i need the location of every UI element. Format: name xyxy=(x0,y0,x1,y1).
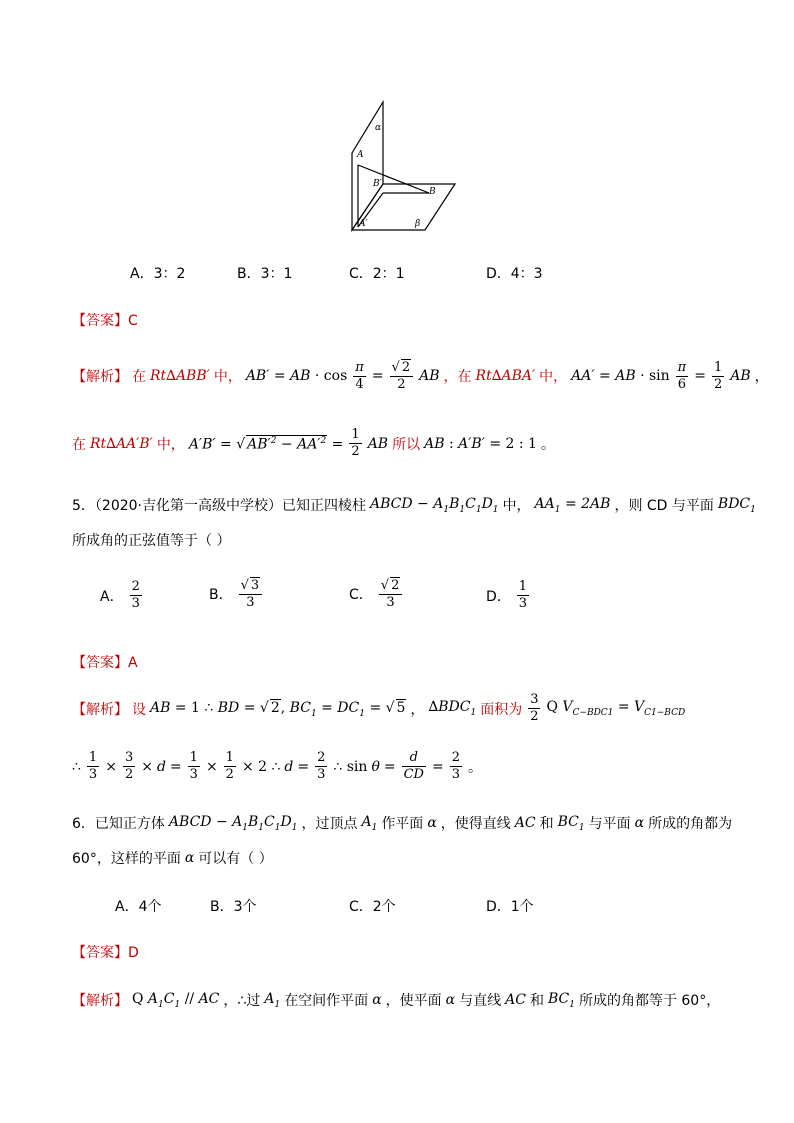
q6-option-b: B．3个 xyxy=(210,899,257,915)
q5-analysis-line2: ∴ $\frac{1}{3}$ × $\frac{3}{2}$ × d = $\frac{1}{3}$ × $\frac{1}{2}$ × 2 ∴ d = $\frac{2}{3}$ ∴ sin θ = $\frac{d}{CD}$ = $\frac{2}{3}$ 。 xyxy=(72,750,482,782)
label-A: A xyxy=(357,150,364,160)
q5-analysis-line1: 【解析】 设 AB = 1 ∴ BD = √ 2, $BC_1 = DC_1$ = √ 5 ， $\Delta BDC_1$ 面积为 $\frac{3}{2}$ Q $V_{C-BDC1} = V_{C1-BCD}$ xyxy=(72,692,686,724)
q4-analysis-line1: 【解析】 在 Rt∆ABB′ 中， AB′ = AB · cos $\frac{\pi}{4}$ = $\frac{√ 2}{2}$ AB ，在 Rt∆ABA′ 中， AA′ = AB · sin $\frac{\pi}{6}$ = $\frac{1}{2}$ AB ， xyxy=(72,359,769,392)
plane-alpha xyxy=(352,102,383,230)
answer-value: C xyxy=(128,313,138,329)
q6-option-a: A．4个 xyxy=(115,899,162,915)
q5-option-b: B． $\frac{√ 3}{3}$ xyxy=(209,577,264,611)
segment-AB xyxy=(358,165,429,193)
answer-tag: 【答案】 xyxy=(72,945,128,961)
answer-value: D xyxy=(128,945,139,961)
q5-option-d: D． $\frac{1}{3}$ xyxy=(486,579,528,611)
analysis-tag: 【解析】 xyxy=(72,993,128,1009)
analysis-tag: 【解析】 xyxy=(72,369,128,385)
label-beta: β xyxy=(415,219,421,229)
planes-figure xyxy=(345,100,460,235)
q4-answer xyxy=(72,310,138,330)
q4-analysis-line2: 在 Rt∆AA′B′ 中， A′B′ = √ $AB'^2 - AA'^2$ = $\frac{1}{2}$ AB 所以 AB : A′B′ = 2 : 1 。 xyxy=(72,427,555,459)
q4-option-b: B．3：1 xyxy=(237,266,293,282)
q5-stem-line1: 5．（2020·吉化第一高级中学校）已知正四棱柱 ABCD − $A_1B_1C_1D_1$ 中， $AA_1 = 2AB$ ，则 CD 与平面 $BDC_1$ xyxy=(72,495,756,515)
q6-stem-line1: 6．已知正方体 ABCD − $A_1B_1C_1D_1$ ，过顶点 $A_1$ 作平面 α ，使得直线 AC 和 $BC_1$ 与平面 α 所成的角都为 xyxy=(72,813,733,833)
label-Bp: B′ xyxy=(373,179,382,189)
q4-option-d: D．4：3 xyxy=(486,266,543,282)
q5-option-a: A． $\frac{2}{3}$ xyxy=(100,579,140,611)
q5-stem-line2: 所成角的正弦值等于（ ） xyxy=(72,533,231,549)
q4-option-a: A．3：2 xyxy=(130,266,186,282)
q5-answer xyxy=(72,652,138,672)
q6-stem-line2: 60°，这样的平面 α 可以有（ ） xyxy=(72,850,273,867)
label-Ap: A′ xyxy=(359,219,368,229)
answer-value: A xyxy=(128,655,138,671)
answer-tag: 【答案】 xyxy=(72,313,128,329)
q6-option-c: C．2个 xyxy=(349,899,396,915)
analysis-tag: 【解析】 xyxy=(72,701,128,718)
q6-option-d: D．1个 xyxy=(486,899,534,915)
q5-option-c: C． $\frac{√ 2}{3}$ xyxy=(349,577,404,611)
answer-tag: 【答案】 xyxy=(72,655,128,671)
q4-option-c: C．2：1 xyxy=(349,266,405,282)
q6-answer xyxy=(72,942,139,962)
label-B: B xyxy=(429,187,436,197)
label-alpha: α xyxy=(375,123,382,133)
q6-analysis-line1: 【解析】 Q $A_1C_1$ // AC ，∴过 $A_1$ 在空间作平面 α ，使平面 α 与直线 AC 和 $BC_1$ 所成的角都等于 60°， xyxy=(72,990,721,1010)
